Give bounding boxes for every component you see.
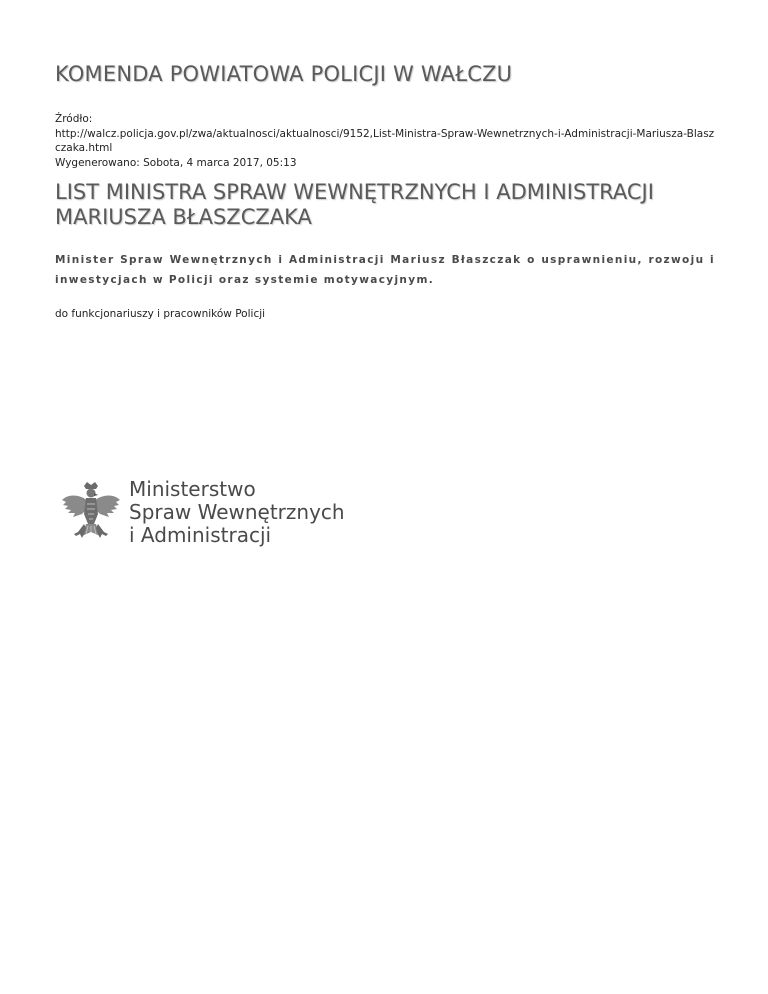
logo-line-3: i Administracji bbox=[129, 523, 272, 547]
site-title: KOMENDA POWIATOWA POLICJI W WAŁCZU bbox=[55, 62, 513, 86]
generated-timestamp: Wygenerowano: Sobota, 4 marca 2017, 05:13 bbox=[55, 156, 297, 169]
eagle-emblem-icon bbox=[60, 480, 122, 546]
ministry-logo-text bbox=[129, 478, 345, 547]
ministry-logo bbox=[60, 478, 360, 550]
source-label: Źródło: bbox=[55, 113, 93, 125]
article-body: do funkcjonariuszy i pracowników Policji bbox=[55, 308, 266, 320]
source-meta bbox=[55, 112, 715, 170]
article-lead: Minister Spraw Wewnętrznych i Administracji Mariusz Błaszczak o usprawnieniu, rozwoju i inwestycjach w Policji oraz systemie motywacyjnym. bbox=[55, 254, 715, 286]
article-title: LIST MINISTRA SPRAW WEWNĘTRZNYCH I ADMINISTRACJI MARIUSZA BŁASZCZAKA bbox=[55, 180, 654, 229]
logo-line-2: Spraw Wewnętrznych bbox=[129, 500, 345, 524]
source-url-link[interactable]: http://walcz.policja.gov.pl/zwa/aktualnosci/aktualnosci/9152,List-Ministra-Spraw-Wewnetrznych-i-Administracji-Mariusza-Blaszczaka.html bbox=[55, 127, 715, 154]
logo-line-1: Ministerstwo bbox=[129, 477, 256, 501]
